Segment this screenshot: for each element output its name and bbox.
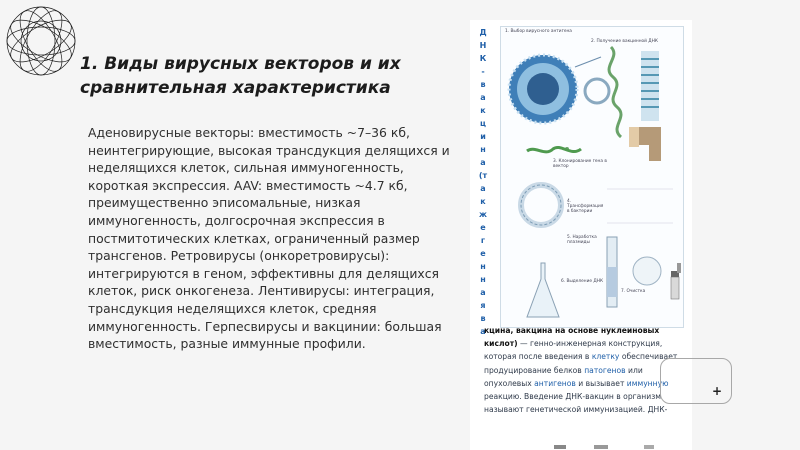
plus-icon: + [712, 384, 723, 398]
vertical-title-char: а [480, 288, 486, 297]
slide-title: 1. Виды вирусных векторов и их сравнительная характеристика [80, 54, 401, 98]
figure-label-f: 6. Выделение ДНК [561, 279, 604, 284]
vertical-title-char: к [480, 106, 486, 115]
figure-label-d: 4. Трансформация в бактерии [567, 199, 604, 214]
vertical-title-char: я [480, 301, 486, 310]
vertical-title-char: е [480, 249, 486, 258]
vertical-title-char: а [480, 93, 486, 102]
vertical-title-char: К [479, 54, 487, 63]
vertical-title-char: в [480, 314, 486, 323]
link-antigens[interactable]: антигенов [534, 378, 576, 388]
link-pathogens[interactable]: патогенов [584, 365, 626, 375]
vertical-title-char: а [480, 327, 486, 336]
paragraph-text-4: и вызывает [575, 378, 627, 388]
vertical-title-char: а [480, 184, 486, 193]
vertical-title-char: е [480, 223, 486, 232]
vertical-title-char: ц [480, 119, 486, 128]
vertical-title-char: (т [478, 171, 488, 180]
link-immune[interactable]: иммунную [626, 378, 669, 388]
vertical-title-char: Д [479, 28, 487, 37]
vertical-title-char: н [480, 262, 486, 271]
figure-label-g: 7. Очистка [621, 289, 646, 294]
dna-vaccine-figure [500, 26, 684, 328]
logo-icon [4, 4, 78, 78]
link-cell[interactable]: клетку [591, 352, 620, 362]
slide-body-text: Аденовирусные векторы: вместимость ~7–36 кб, неинтегрирующие, высокая трансдукция делящихся и неделящихся клеток, сильная иммуногенность, короткая экспрессия. AAV: вместимость ~4.7 кб, преимущественно эписомальные, низкая иммуногенность, долгосрочная экспрессия в постмитотических клетках, ограниченный размер трансгенов. Ретровирусы (онкоретровирусы): интегрируются в геном, эффективны для делящихся клеток, риск онкогенеза. Лентивирусы: интеграция, трансдукция неделящихся клеток, средняя иммуногенность. Герпесвирусы и вакцинии: большая вместимость, разные иммунные профили. [88, 125, 450, 352]
paragraph-text-1: — генно-инженерная конструкция, которая после введения в [484, 339, 663, 362]
vertical-title-char: и [480, 132, 486, 141]
paragraph-lead: кцина, вакцина на основе нуклеиновых кислот) [484, 326, 660, 349]
figure-label-b: 2. Получение вакцинной ДНК [591, 39, 658, 44]
vertical-title-char: в [480, 80, 486, 89]
vertical-title-char: н [480, 145, 486, 154]
paragraph-text-3: или опухолевых [484, 365, 643, 388]
vertical-title-char: - [481, 67, 485, 76]
figure-label-c: 3. Клонирование гена в вектор [553, 159, 607, 169]
document-bottom-strip [494, 444, 684, 450]
vertical-title-char: н [480, 275, 486, 284]
vertical-title-char: Н [479, 41, 487, 50]
vertical-title-char: ж [479, 210, 487, 219]
vertical-title-char: а [480, 158, 486, 167]
vertical-title-char: г [480, 236, 486, 245]
vertical-title-char: к [480, 197, 486, 206]
figure-label-a: 1. Выбор вирусного антигена [505, 29, 572, 34]
document-image [470, 20, 692, 450]
figure-label-e: 5. Наработка плазмиды [567, 235, 597, 245]
paragraph-text-2: обеспечивает продуцирование белков [484, 352, 678, 375]
vertical-title [478, 26, 488, 338]
paragraph-text-5: реакцию. Введение ДНК-вакцин в организм называют генетической иммунизацией. ДНК- [484, 392, 668, 415]
